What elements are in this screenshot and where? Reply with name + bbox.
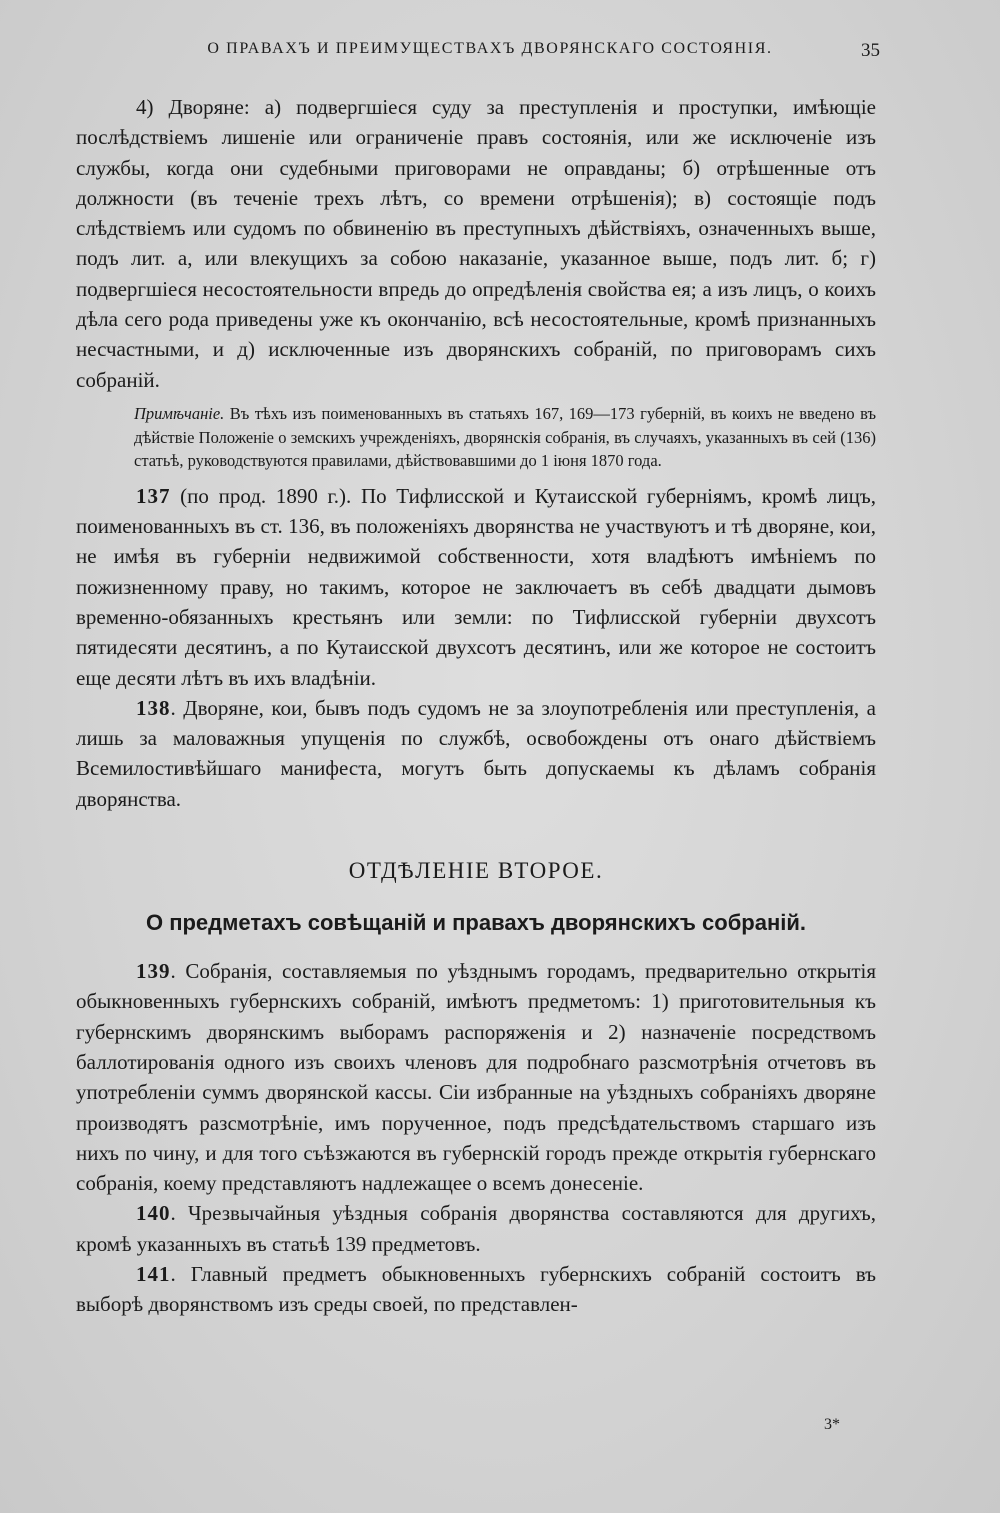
article-text: (по прод. 1890 г.). По Тифлисской и Кутаисской губерніямъ, кромѣ лицъ, поименованныхъ въ ст. 136, въ положеніяхъ дворянства не участвуютъ и тѣ дворяне, кои, не имѣя въ губерніи недвижимой собственности, хотя владѣютъ имѣніемъ по пожизненному праву, но такимъ, которое не заключаетъ въ себѣ двадцати дымовъ временно-обязанныхъ крестьянъ или земли: по Тифлисской губерніи двухсотъ пятидесяти десятинъ, а по Кутаисской двухсотъ десятинъ, или же которое не состоитъ еще десяти лѣтъ въ ихъ владѣніи. [76,483,876,690]
article-139 [76,956,876,1198]
article-number: 141 [136,1261,171,1286]
article-text: . Собранія, составляемыя по уѣзднымъ городамъ, предварительно открытія обыкновенныхъ губернскихъ собраній, имѣютъ предметомъ: 1) приготовительныя къ губернскимъ дворянскимъ выборамъ распоряженія и 2) назначеніе посредствомъ баллотированія одного изъ своихъ членовъ для подробнаго разсмотрѣнія отчетовъ въ употребленіи суммъ дворянской кассы. Сіи избранные на уѣздныхъ собраніяхъ дворяне производятъ разсмотрѣніе, имъ порученное, подъ предсѣдательствомъ старшаго изъ нихъ по чину, и для того съѣзжаются въ губернскій городъ прежде открытія губернскаго собранія, коему представляютъ надлежащее о всемъ донесеніе. [76,959,876,1196]
signature-mark: 3* [824,1416,840,1433]
article-140 [76,1198,876,1259]
section-subtitle: О предметахъ совѣщаній и правахъ дворянскихъ собраній. [145,910,807,936]
article-number: 140 [136,1201,171,1226]
footnote-remark [76,402,876,473]
article-text: . Дворяне, кои, бывъ подъ судомъ не за злоупотребленія или преступленія, а лишь за маловажныя упущенія по службѣ, освобождены отъ онаго дѣйствіемъ Всемилостивѣйшаго манифеста, могутъ быть допускаемы къ дѣламъ собранія дворянства. [76,695,876,811]
running-title: О ПРАВАХЪ И ПРЕИМУЩЕСТВАХЪ ДВОРЯНСКАГО СОСТОЯНІЯ. [207,40,773,57]
paragraph-item-4: 4) Дворяне: а) подвергшіеся суду за преступленія и проступки, имѣющіе послѣдствіемъ лишеніе или ограниченіе правъ состоянія, или же исключеніе изъ службы, когда они судебными приговорами не оправданы; б) отрѣшенные отъ должности (въ теченіе трехъ лѣтъ, со времени отрѣшенія); в) состоящіе подъ слѣдствіемъ или судомъ по обвиненію въ преступныхъ дѣйствіяхъ, означенныхъ выше, подъ лит. а, или влекущихъ за собою наказаніе, указанное выше, подъ лит. б; г) подвергшіеся несостоятельности впредь до опредѣленія свойства ея; а изъ лицъ, о коихъ дѣла сего рода приведены уже къ окончанію, всѣ несостоятельные, кромѣ признанныхъ несчастными, и д) исключенные изъ дворянскихъ собраній, по приговорамъ сихъ собраній. [76,95,876,392]
article-141 [76,1259,876,1320]
note-text: Въ тѣхъ изъ поименованныхъ въ статьяхъ 167, 169—173 губерній, въ коихъ не введено въ дѣйствіе Положеніе о земскихъ учрежденіяхъ, дворянскія собранія, въ случаяхъ, указанныхъ въ сей (136) статьѣ, руководствуются правилами, дѣйствовавшими до 1 іюня 1870 года. [134,403,876,471]
article-text: . Чрезвычайныя уѣздныя собранія дворянства составляются для другихъ, кромѣ указанныхъ въ статьѣ 139 предметовъ. [76,1201,876,1256]
page-body [76,92,876,1320]
article-138 [76,693,876,814]
article-number: 137 [136,483,171,508]
article-text: . Главный предметъ обыкновенныхъ губернскихъ собраній состоитъ въ выборѣ дворянствомъ изъ среды своей, по представлен- [76,1261,876,1317]
section-title: ОТДѢЛЕНІЕ ВТОРОЕ. [348,858,604,884]
article-number: 138 [136,695,171,720]
article-137 [76,481,876,693]
page-number: 35 [861,40,880,61]
note-label: Примѣчаніе. [134,403,225,423]
article-number: 139 [136,959,171,984]
